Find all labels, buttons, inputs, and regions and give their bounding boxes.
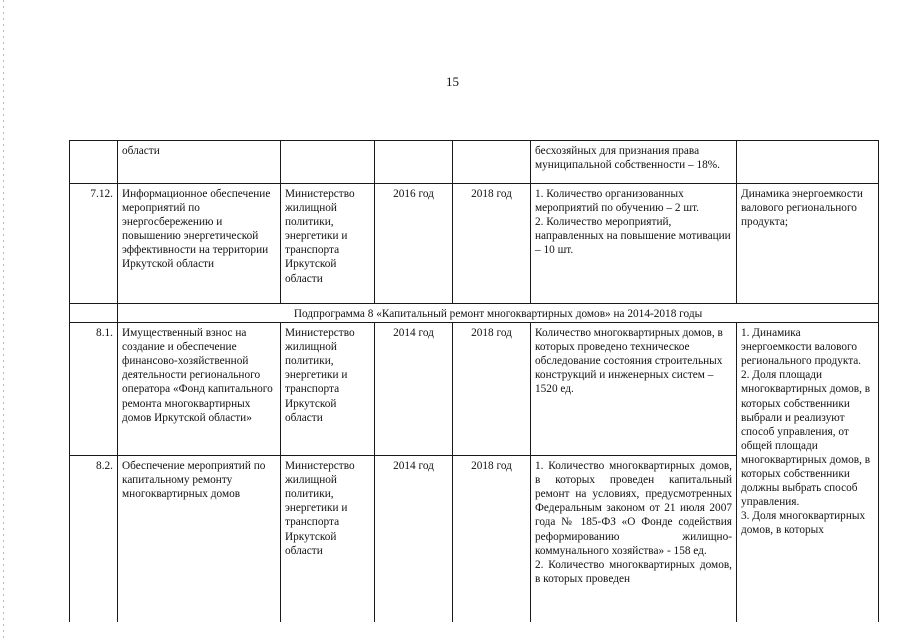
- result-indicators: [531, 456, 737, 622]
- start-year: 2014 год: [375, 456, 453, 622]
- end-year: 2018 год: [453, 456, 531, 622]
- indicator-item: 1. Количество многоквартирных домов, в которых проведен капитальный ремонт на условиях, предусмотренных Федеральным законом от 21 июля 2007 года № 185-ФЗ «О Фонде содействия реформированию жилищно-коммунального хозяйства» - 158 ед.: [535, 460, 732, 557]
- subprogram-title: Подпрограмма 8 «Капитальный ремонт многоквартирных домов» на 2014-2018 годы: [118, 304, 879, 323]
- measure-name: Информационное обеспечение мероприятий по энергосбережению и повышению энергетической эффективности на территории Иркутской области: [118, 184, 281, 304]
- target-item: 1. Динамика энергоемкости валового регионального продукта.: [741, 327, 862, 368]
- executor: Министерство жилищной политики, энергетики и транспорта Иркутской области: [281, 456, 375, 622]
- target-item: 3. Доля многоквартирных домов, в которых: [741, 510, 866, 537]
- start-year: [375, 141, 453, 184]
- end-year: 2018 год: [453, 184, 531, 304]
- indicator-item: 2. Количество мероприятий, направленных на повышение мотивации – 10 шт.: [535, 216, 731, 257]
- executor: Министерство жилищной политики, энергетики и транспорта Иркутской области: [281, 184, 375, 304]
- table-row: [70, 184, 879, 304]
- target-indicators: [737, 141, 879, 184]
- start-year: 2014 год: [375, 323, 453, 456]
- result-indicators: Количество многоквартирных домов, в которых проведено техническое обследование состояния строительных конструкций и инженерных систем – 1520 ед.: [531, 323, 737, 456]
- table-row: [70, 141, 879, 184]
- table-row: [70, 323, 879, 456]
- end-year: [453, 141, 531, 184]
- page-number: 15: [446, 74, 459, 89]
- row-number: [70, 304, 118, 323]
- scan-edge-artifact: [3, 0, 4, 640]
- subprogram-header-row: [70, 304, 879, 323]
- result-indicators: бесхозяйных для признания права муниципальной собственности – 18%.: [531, 141, 737, 184]
- indicator-item: 1. Количество организованных мероприятий по обучению – 2 шт.: [535, 188, 699, 215]
- start-year: 2016 год: [375, 184, 453, 304]
- indicator-item: 2. Количество многоквартирных домов, в которых проведен: [535, 558, 732, 585]
- row-number: [70, 141, 118, 184]
- executor: Министерство жилищной политики, энергетики и транспорта Иркутской области: [281, 323, 375, 456]
- target-item: 2. Доля площади многоквартирных домов, в которых собственники выбрали и реализуют способ управления, от общей площади многоквартирных домов, в которых собственники должны выбрать способ управления.: [741, 369, 871, 509]
- measure-name: области: [118, 141, 281, 184]
- result-indicators: [531, 184, 737, 304]
- target-indicators: [737, 323, 879, 622]
- measure-name: Обеспечение мероприятий по капитальному ремонту многоквартирных домов: [118, 456, 281, 622]
- row-number: 8.2.: [70, 456, 118, 622]
- program-measures-table: [69, 140, 879, 622]
- row-number: 7.12.: [70, 184, 118, 304]
- measure-name: Имущественный взнос на создание и обеспечение финансово-хозяйственной деятельности регионального оператора «Фонд капитального ремонта многоквартирных домов Иркутской области»: [118, 323, 281, 456]
- executor: [281, 141, 375, 184]
- row-number: 8.1.: [70, 323, 118, 456]
- target-indicators: Динамика энергоемкости валового регионального продукта;: [737, 184, 879, 304]
- end-year: 2018 год: [453, 323, 531, 456]
